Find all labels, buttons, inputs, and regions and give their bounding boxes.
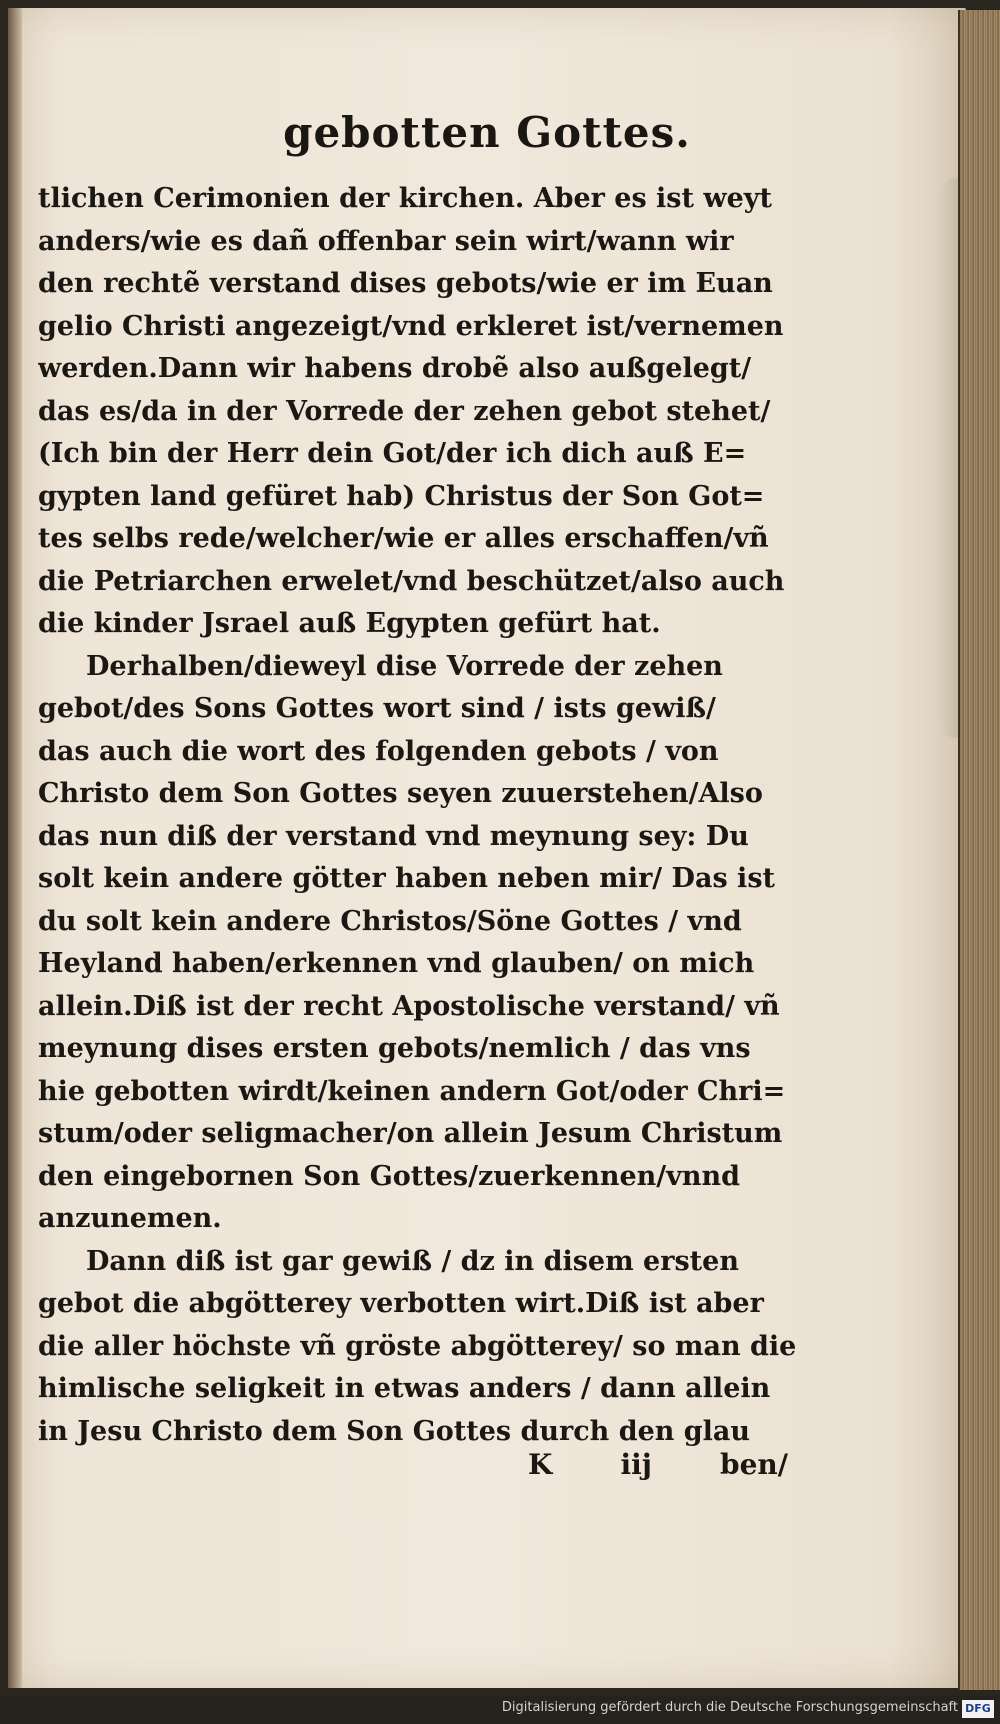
signature-mark: K [528,1448,553,1481]
text-line: tlichen Cerimonien der kirchen. Aber es ist weyt [38,183,772,214]
text-line: das auch die wort des folgenden gebots / von [38,735,719,767]
text-line: meynung dises ersten gebots/nemlich / das vns [38,1033,751,1064]
text-line: Dann diß ist gar gewiß / dz in disem ersten [86,1245,739,1277]
text-line: allein.Diß ist der recht Apostolische verstand/ vñ [38,990,780,1022]
text-line: die Petriarchen erwelet/vnd beschützet/also auch [38,565,785,597]
text-line: hie gebotten wirdt/keinen andern Got/oder Chri= [38,1075,786,1107]
text-line: werden.Dann wir habens drobẽ also außgelegt/ [38,353,752,384]
text-line: gelio Christi angezeigt/vnd erkleret ist/vernemen [38,310,784,342]
leaf-number: iij [620,1448,652,1481]
funding-credit: Digitalisierung gefördert durch die Deutsche Forschungsgemeinschaft [501,1700,958,1715]
signature-catchline [528,1448,788,1481]
text-line: (Ich bin der Herr dein Got/der ich dich auß E= [38,438,747,469]
dfg-logo: DFG [962,1700,994,1718]
book-page [8,8,966,1688]
text-line: gebot die abgötterey verbotten wirt.Diß ist aber [38,1288,764,1319]
text-line: das es/da in der Vorrede der zehen gebot stehet/ [38,395,771,427]
page-gutter [8,8,22,1688]
page-running-title: gebotten Gottes. [283,108,691,157]
text-line: anzunemen. [38,1203,222,1234]
text-line: tes selbs rede/welcher/wie er alles erschaffen/vñ [38,523,769,554]
text-line: in Jesu Christo dem Son Gottes durch den glau [38,1415,751,1447]
text-line: das nun diß der verstand vnd meynung sey: Du [38,820,749,852]
catchword: ben/ [720,1448,788,1481]
text-line: den rechtẽ verstand dises gebots/wie er im Euan [38,268,773,299]
text-line: stum/oder seligmacher/on allein Jesum Christum [38,1118,783,1149]
text-line: den eingebornen Son Gottes/zuerkennen/vnnd [38,1160,740,1192]
book-fore-edge [958,10,1000,1690]
text-line: gebot/des Sons Gottes wort sind / ists gewiß/ [38,693,716,724]
text-line: du solt kein andere Christos/Söne Gottes / vnd [38,905,742,937]
text-line: die kinder Jsrael auß Egypten gefürt hat. [38,608,661,639]
text-line: anders/wie es dañ offenbar sein wirt/wann wir [38,225,734,257]
text-line: die aller höchste vñ gröste abgötterey/ so man die [38,1330,797,1362]
digitization-footer [0,1696,1000,1724]
text-line: solt kein andere götter haben neben mir/ Das ist [38,863,775,894]
text-line: Christo dem Son Gottes seyen zuuerstehen/Also [38,778,763,809]
text-line: Derhalben/dieweyl dise Vorrede der zehen [86,650,723,682]
text-line: Heyland haben/erkennen vnd glauben/ on mich [38,948,755,979]
text-line: gypten land gefüret hab) Christus der Son Got= [38,480,765,512]
page-body-text [38,178,798,1453]
text-line: himlische seligkeit in etwas anders / dann allein [38,1373,771,1404]
